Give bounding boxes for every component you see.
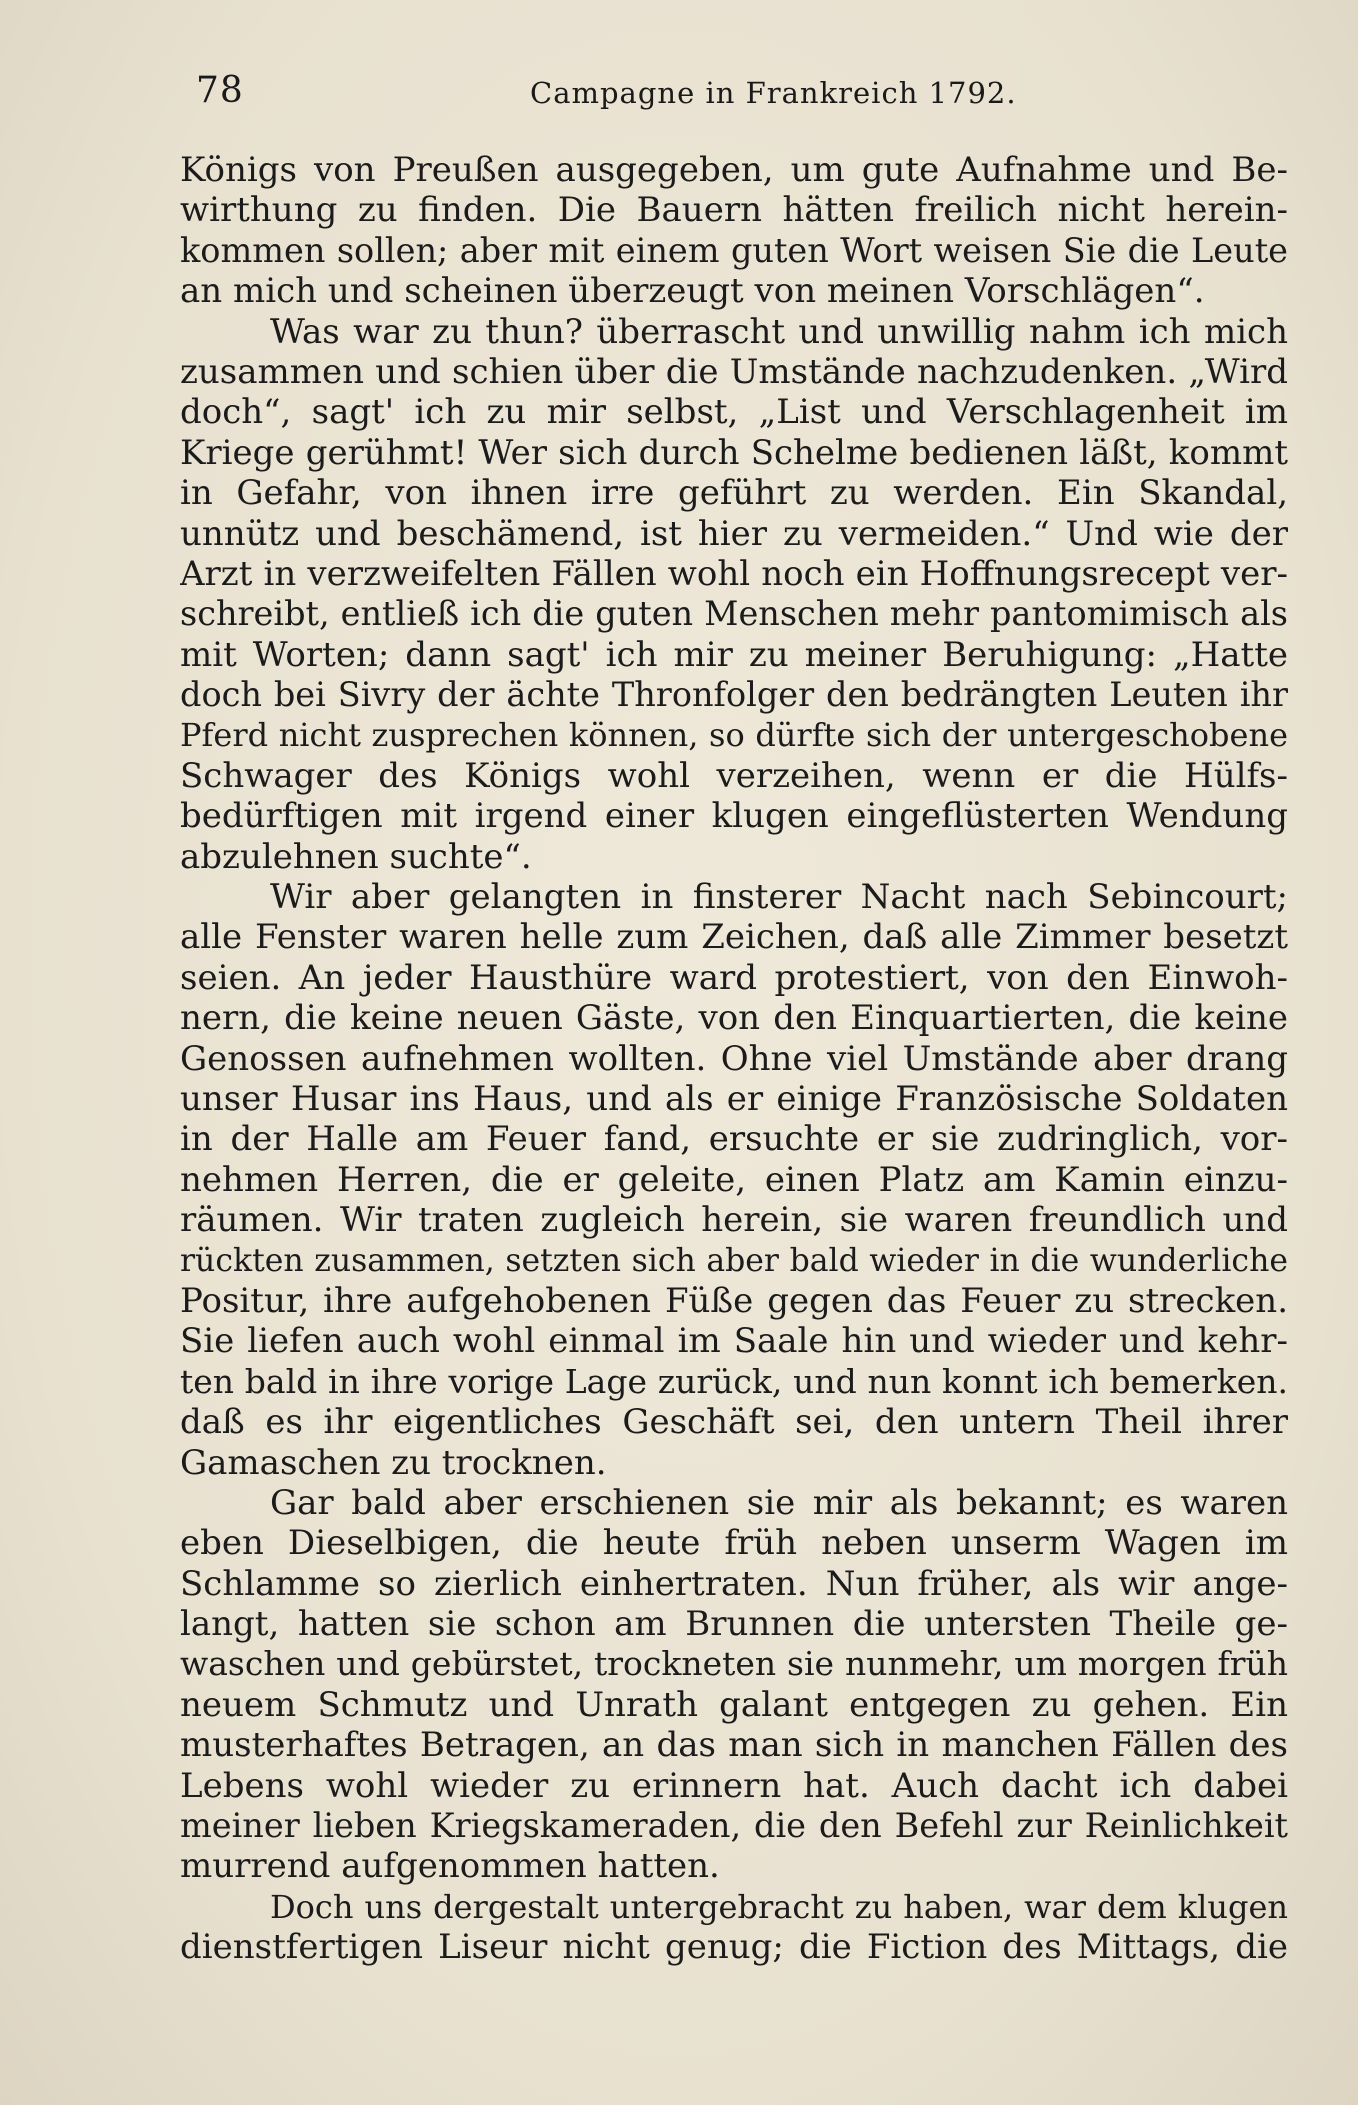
text-line: Sie liefen auch wohl einmal im Saale hin und wieder und kehr- (180, 1321, 1288, 1362)
text-line: bedürftigen mit irgend einer klugen eingeflüsterten Wendung (180, 796, 1288, 837)
page-number: 78 (196, 70, 244, 111)
text-line: eben Dieselbigen, die heute früh neben unserm Wagen im (180, 1523, 1288, 1564)
text-line: Schlamme so zierlich einhertraten. Nun früher, als wir ange- (180, 1563, 1288, 1604)
text-line: ten bald in ihre vorige Lage zurück, und nun konnt ich bemerken. (180, 1361, 1288, 1401)
text-line: räumen. Wir traten zugleich herein, sie waren freundlich und (180, 1200, 1288, 1241)
text-line: dienstfertigen Liseur nicht genug; die Fiction des Mittags, die (180, 1927, 1288, 1968)
text-line: unser Husar ins Haus, und als er einige Französische Soldaten (180, 1078, 1288, 1119)
text-line: Genossen aufnehmen wollten. Ohne viel Umstände aber drang (180, 1038, 1288, 1079)
text-line: unnütz und beschämend, ist hier zu vermeiden.“ Und wie der (180, 513, 1288, 554)
text-line: kommen sollen; aber mit einem guten Wort weisen Sie die Leute (180, 230, 1288, 270)
text-line: murrend aufgenommen hatten. (180, 1846, 720, 1887)
text-line: schreibt, entließ ich die guten Menschen mehr pantomimisch als (180, 594, 1288, 634)
text-line: Gamaschen zu trocknen. (180, 1442, 607, 1483)
text-line: in der Halle am Feuer fand, ersuchte er sie zudringlich, vor- (180, 1119, 1288, 1160)
text-line: rückten zusammen, setzten sich aber bald wieder in die wunderliche (180, 1242, 1288, 1279)
text-line: mit Worten; dann sagt' ich mir zu meiner Beruhigung: „Hatte (180, 634, 1288, 675)
body-text (180, 150, 1288, 1968)
text-line: Was war zu thun? überrascht und unwillig nahm ich mich (270, 311, 1288, 352)
text-line: waschen und gebürstet, trockneten sie nunmehr, um morgen früh (180, 1644, 1288, 1684)
text-line: seien. An jeder Hausthüre ward protestiert, von den Einwoh- (180, 957, 1288, 998)
text-line: neuem Schmutz und Unrath galant entgegen zu gehen. Ein (180, 1684, 1288, 1725)
running-title: Campagne in Frankreich 1792. (530, 76, 1017, 110)
text-line: Lebens wohl wieder zu erinnern hat. Auch dacht ich dabei (180, 1765, 1288, 1806)
text-line: Wir aber gelangten in finsterer Nacht nach Sebincourt; (270, 877, 1288, 918)
text-line: an mich und scheinen überzeugt von meinen Vorschlägen“. (180, 271, 1205, 312)
text-line: in Gefahr, von ihnen irre geführt zu werden. Ein Skandal, (180, 473, 1288, 514)
text-line: Arzt in verzweifelten Fällen wohl noch ein Hoffnungsrecept ver- (180, 553, 1288, 594)
text-line: Kriege gerühmt! Wer sich durch Schelme bedienen läßt, kommt (180, 432, 1288, 473)
text-line: zusammen und schien über die Umstände nachzudenken. „Wird (180, 351, 1288, 392)
text-line: Pferd nicht zusprechen können, so dürfte sich der untergeschobene (180, 716, 1288, 755)
text-line: alle Fenster waren helle zum Zeichen, daß alle Zimmer besetzt (180, 917, 1288, 958)
text-line: meiner lieben Kriegskameraden, die den Befehl zur Reinlichkeit (180, 1806, 1288, 1846)
text-line: Positur, ihre aufgehobenen Füße gegen das Feuer zu strecken. (180, 1280, 1288, 1321)
text-line: langt, hatten sie schon am Brunnen die untersten Theile ge- (180, 1604, 1288, 1645)
text-line: nern, die keine neuen Gäste, von den Einquartierten, die keine (180, 998, 1288, 1039)
text-line: Gar bald aber erschienen sie mir als bekannt; es waren (270, 1482, 1288, 1523)
text-line: daß es ihr eigentliches Geschäft sei, den untern Theil ihrer (180, 1402, 1288, 1443)
text-line: doch“, sagt' ich zu mir selbst, „List und Verschlagenheit im (180, 392, 1288, 433)
text-line: doch bei Sivry der ächte Thronfolger den bedrängten Leuten ihr (180, 675, 1288, 715)
text-line: nehmen Herren, die er geleite, einen Platz am Kamin einzu- (180, 1159, 1288, 1200)
text-line: Doch uns dergestalt untergebracht zu haben, war dem klugen (270, 1887, 1288, 1926)
text-line: abzulehnen suchte“. (180, 836, 532, 877)
running-head (180, 64, 1290, 124)
text-line: Königs von Preußen ausgegeben, um gute Aufnahme und Be- (180, 150, 1288, 190)
text-line: musterhaftes Betragen, an das man sich in manchen Fällen des (180, 1725, 1288, 1766)
text-line: wirthung zu finden. Die Bauern hätten freilich nicht herein- (180, 190, 1288, 231)
text-line: Schwager des Königs wohl verzeihen, wenn er die Hülfs- (180, 755, 1288, 796)
